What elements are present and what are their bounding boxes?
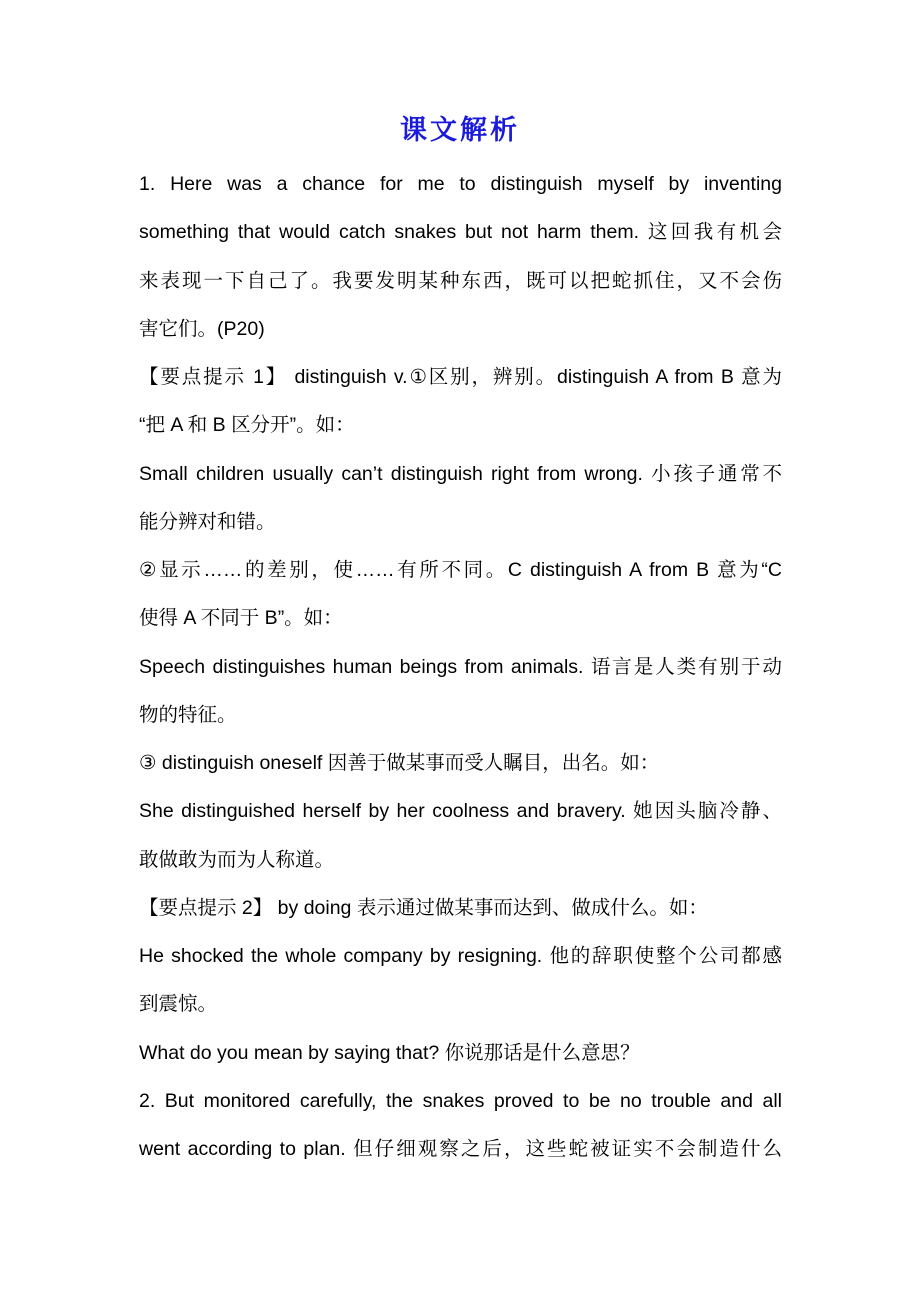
text-line: He shocked the whole company by resigning. 他的辞职使整个公司都感 [139,945,782,967]
text-line: Speech distinguishes human beings from animals. 语言是人类有别于动 [139,655,782,678]
page-title: 课文解析 [400,115,520,146]
text-line: 2. But monitored carefully, the snakes proved to be no trouble and all [139,1089,782,1112]
text-line: 能分辨对和错。 [139,510,276,533]
text-line: ②显示……的差别，使……有所不同。C distinguish A from B 意为“C [139,559,782,581]
text-line: What do you mean by saying that? 你说那话是什么意思？ [139,1041,640,1064]
text-line: She distinguished herself by her coolness and bravery. 她因头脑冷静、 [139,800,782,823]
text-line: ③ distinguish oneself 因善于做某事而受人瞩目，出名。如： [139,752,660,774]
text-line: 到震惊。 [139,993,218,1016]
text-line: 使得 A 不同于 B”。如： [139,607,343,630]
text-line: Small children usually can’t distinguish right from wrong. 小孩子通常不 [139,462,782,485]
text-line: 物的特征。 [139,703,237,726]
text-line: 【要点提示 2】 by doing 表示通过做某事而达到、做成什么。如： [139,896,708,919]
text-line: 害它们。(P20) [139,317,265,340]
text-line: 【要点提示 1】 distinguish v.①区别，辨别。distinguish A from B 意为 [139,366,782,388]
text-line: 1. Here was a chance for me to distinguish myself by inventing [139,173,782,195]
text-line: 敢做敢为而为人称道。 [139,848,335,871]
text-line: “把 A 和 B 区分开”。如： [139,414,355,437]
text-line: went according to plan. 但仔细观察之后，这些蛇被证实不会制造什么 [139,1138,782,1160]
text-line: something that would catch snakes but not harm them. 这回我有机会 [139,221,782,244]
document-body [139,160,782,1173]
text-line: 来表现一下自己了。我要发明某种东西，既可以把蛇抓住，又不会伤 [139,269,782,292]
